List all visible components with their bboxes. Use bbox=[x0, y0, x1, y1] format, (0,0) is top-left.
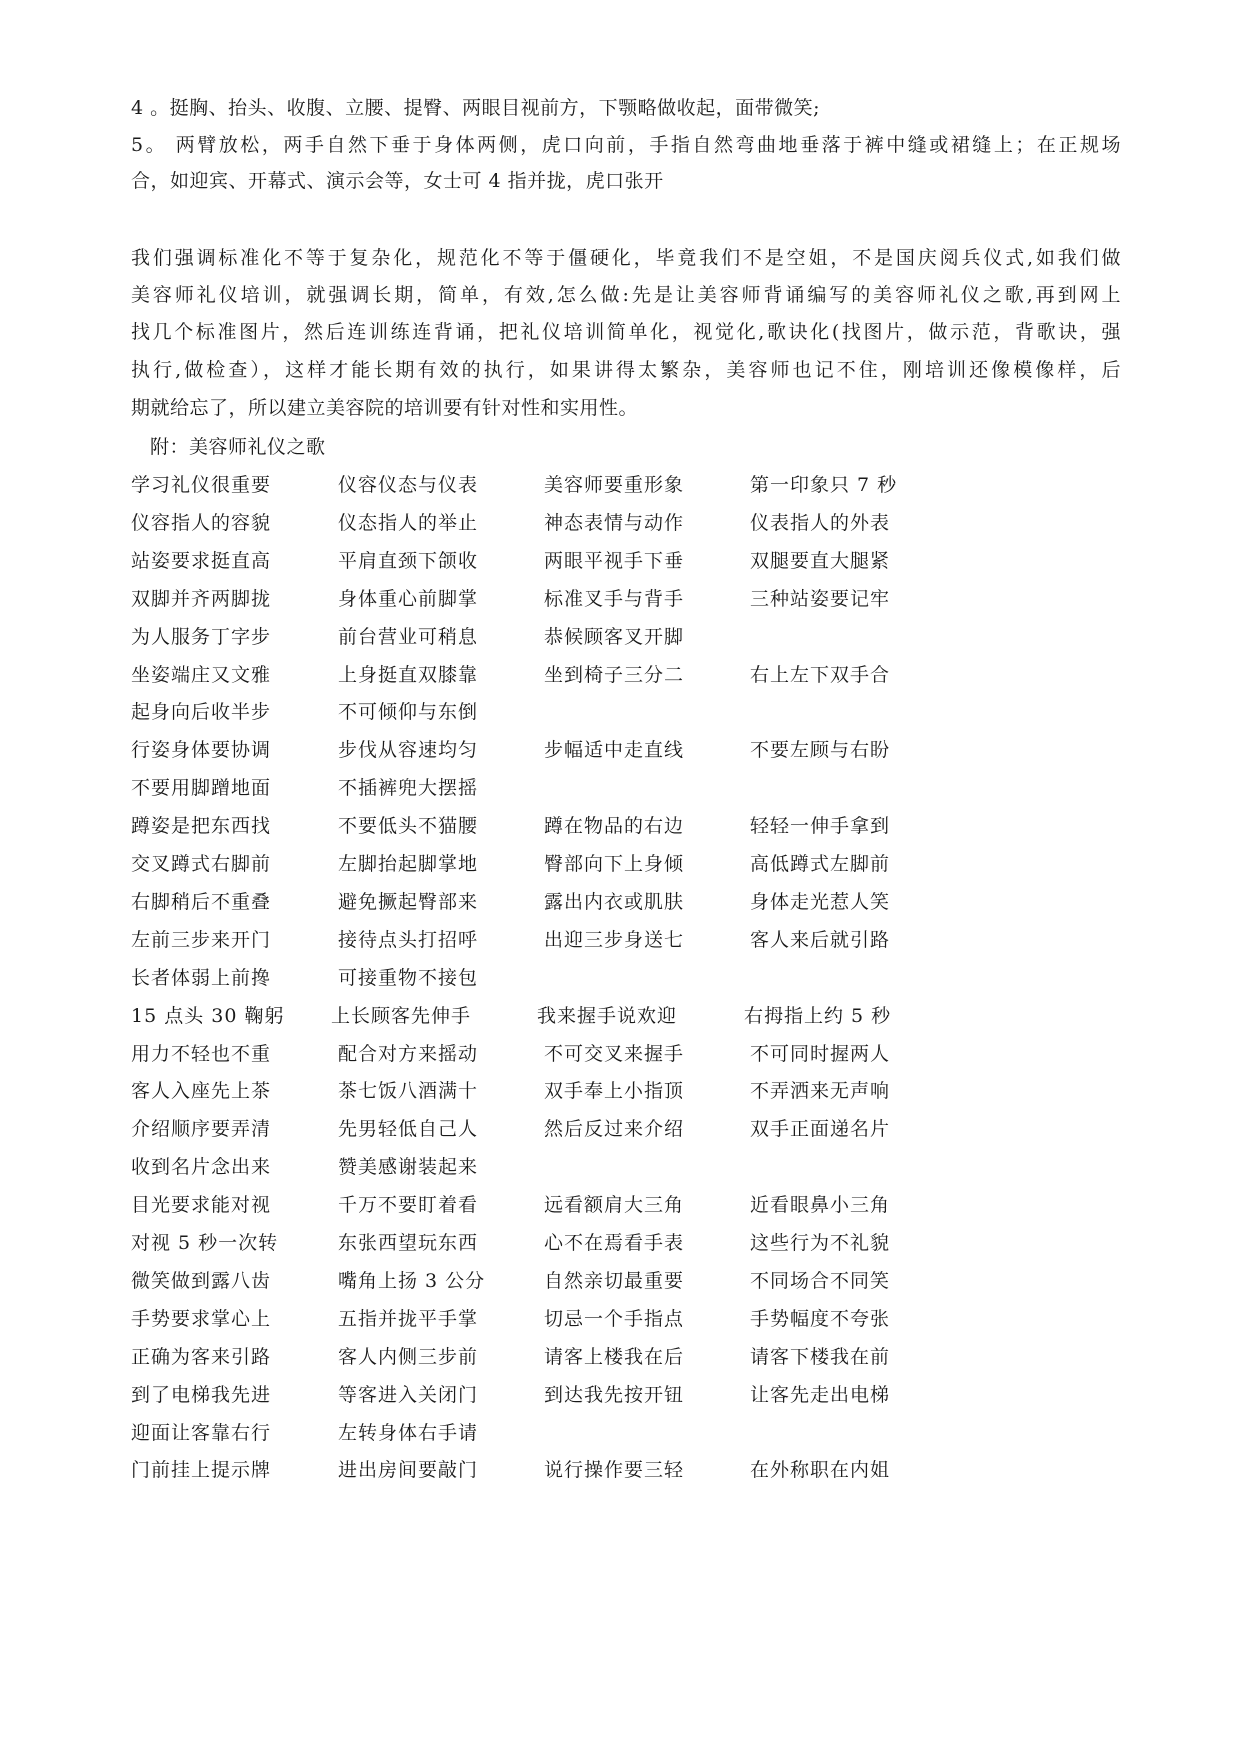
song-verse: 蹲姿是把东西找 bbox=[131, 815, 272, 838]
song-verse: 轻轻一伸手拿到 bbox=[750, 815, 891, 838]
song-verse: 出迎三步身送七 bbox=[544, 928, 685, 951]
song-row bbox=[131, 1228, 1131, 1258]
song-row bbox=[131, 1190, 1131, 1220]
song-verse: 美容师要重形象 bbox=[544, 474, 685, 496]
song-verse: 不可同时握两人 bbox=[750, 1042, 891, 1065]
paragraph-line: 期就给忘了，所以建立美容院的培训要有针对性和实用性。 bbox=[131, 397, 639, 419]
song-verse: 三种站姿要记牢 bbox=[750, 587, 891, 610]
song-verse: 15 点头 30 鞠躬 bbox=[131, 1004, 285, 1027]
song-verse: 茶七饭八酒满十 bbox=[338, 1080, 479, 1103]
song-verse: 长者体弱上前搀 bbox=[131, 966, 272, 989]
list-item-4: 4 。挺胸、抬头、收腹、立腰、提臀、两眼目视前方，下颚略做收起，面带微笑; bbox=[131, 97, 821, 119]
song-verse: 不要用脚蹭地面 bbox=[131, 777, 272, 800]
song-verse: 进出房间要敲门 bbox=[338, 1459, 479, 1482]
song-verse: 标准叉手与背手 bbox=[544, 587, 685, 610]
song-verse: 起身向后收半步 bbox=[131, 701, 272, 724]
song-row bbox=[131, 508, 1131, 538]
song-verse: 步伐从容速均匀 bbox=[338, 739, 479, 762]
song-verse: 客人内侧三步前 bbox=[338, 1345, 479, 1368]
song-verse: 左转身体右手请 bbox=[338, 1421, 479, 1444]
song-verse: 到了电梯我先进 bbox=[131, 1383, 272, 1406]
song-row bbox=[131, 849, 1131, 879]
song-verse: 恭候顾客叉开脚 bbox=[544, 625, 685, 648]
song-verse: 手势要求掌心上 bbox=[131, 1307, 272, 1330]
song-row bbox=[131, 470, 1131, 500]
song-row bbox=[131, 1455, 1131, 1485]
song-verse: 客人入座先上茶 bbox=[131, 1080, 272, 1103]
song-verse: 先男轻低自己人 bbox=[338, 1118, 479, 1141]
paragraph-line: 找几个标准图片，然后连训练连背诵，把礼仪培训简单化，视觉化,歌诀化(找图片，做示范，背歌诀，强 bbox=[131, 321, 1121, 343]
song-verse: 接待点头打招呼 bbox=[338, 928, 479, 951]
song-verse: 不插裤兜大摆摇 bbox=[338, 777, 479, 800]
song-verse: 双脚并齐两脚拢 bbox=[131, 587, 272, 610]
song-verse: 神态表情与动作 bbox=[544, 511, 685, 534]
song-verse: 正确为客来引路 bbox=[131, 1345, 272, 1368]
song-verse: 这些行为不礼貌 bbox=[750, 1232, 891, 1254]
song-verse: 避免撅起臀部来 bbox=[338, 890, 479, 913]
song-row bbox=[131, 925, 1131, 955]
song-verse: 前台营业可稍息 bbox=[338, 625, 479, 648]
song-verse: 上长顾客先伸手 bbox=[331, 1004, 472, 1027]
song-verse: 右拇指上约 5 秒 bbox=[744, 1004, 892, 1027]
song-verse: 臀部向下上身倾 bbox=[544, 853, 685, 875]
song-verse: 心不在焉看手表 bbox=[544, 1232, 685, 1254]
song-verse: 客人来后就引路 bbox=[750, 928, 891, 951]
song-verse: 仪表指人的外表 bbox=[750, 511, 891, 534]
song-verse: 右上左下双手合 bbox=[750, 663, 891, 686]
song-verse: 第一印象只 7 秒 bbox=[750, 474, 898, 496]
song-row bbox=[131, 1304, 1131, 1334]
paragraph-line: 我们强调标准化不等于复杂化，规范化不等于僵硬化，毕竟我们不是空姐，不是国庆阅兵仪式,如我们做 bbox=[131, 247, 1121, 269]
song-verse: 左脚抬起脚掌地 bbox=[338, 853, 479, 875]
song-row bbox=[131, 735, 1131, 765]
song-verse: 收到名片念出来 bbox=[131, 1156, 272, 1179]
song-verse: 千万不要盯着看 bbox=[338, 1194, 479, 1217]
song-verse: 迎面让客靠右行 bbox=[131, 1421, 272, 1444]
song-verse: 到达我先按开钮 bbox=[544, 1383, 685, 1406]
song-row bbox=[131, 1039, 1131, 1069]
song-row bbox=[131, 1342, 1131, 1372]
song-verse: 步幅适中走直线 bbox=[544, 739, 685, 762]
song-verse: 远看额肩大三角 bbox=[544, 1194, 685, 1217]
song-verse: 等客进入关闭门 bbox=[338, 1383, 479, 1406]
song-verse: 交叉蹲式右脚前 bbox=[131, 853, 272, 875]
song-verse: 不要左顾与右盼 bbox=[750, 739, 891, 762]
song-row bbox=[131, 584, 1131, 614]
song-verse: 对视 5 秒一次转 bbox=[131, 1232, 279, 1254]
song-verse: 不弄洒来无声响 bbox=[750, 1080, 891, 1103]
song-verse: 仪容指人的容貌 bbox=[131, 511, 272, 534]
song-verse: 上身挺直双膝靠 bbox=[338, 663, 479, 686]
song-verse: 左前三步来开门 bbox=[131, 928, 272, 951]
song-verse: 身体重心前脚掌 bbox=[338, 587, 479, 610]
song-verse: 说行操作要三轻 bbox=[544, 1459, 685, 1482]
song-verse: 请客上楼我在后 bbox=[544, 1345, 685, 1368]
song-verse: 可接重物不接包 bbox=[338, 966, 479, 989]
song-row bbox=[131, 887, 1131, 917]
song-verse: 五指并拢平手掌 bbox=[338, 1307, 479, 1330]
song-verse: 仪态指人的举止 bbox=[338, 511, 479, 534]
song-verse: 为人服务丁字步 bbox=[131, 625, 272, 648]
paragraph-line: 美容师礼仪培训，就强调长期，简单，有效,怎么做:先是让美容师背诵编写的美容师礼仪之歌,再到网上 bbox=[131, 284, 1121, 306]
song-row bbox=[131, 1114, 1131, 1144]
song-verse: 配合对方来摇动 bbox=[338, 1042, 479, 1065]
song-verse: 用力不轻也不重 bbox=[131, 1042, 272, 1065]
paragraph-line: 执行,做检查），这样才能长期有效的执行，如果讲得太繁杂，美容师也记不住，刚培训还像模像样，后 bbox=[131, 359, 1121, 381]
song-row bbox=[131, 622, 1131, 652]
song-row bbox=[131, 811, 1131, 841]
song-verse: 不可倾仰与东倒 bbox=[338, 701, 479, 724]
song-verse: 东张西望玩东西 bbox=[338, 1232, 479, 1254]
song-verse: 行姿身体要协调 bbox=[131, 739, 272, 762]
song-verse: 双手正面递名片 bbox=[750, 1118, 891, 1141]
song-row bbox=[131, 1380, 1131, 1410]
song-row bbox=[131, 773, 1131, 803]
song-row bbox=[131, 1152, 1131, 1182]
song-verse: 不可交叉来握手 bbox=[544, 1042, 685, 1065]
song-verse: 然后反过来介绍 bbox=[544, 1118, 685, 1141]
song-verse: 站姿要求挺直高 bbox=[131, 549, 272, 572]
song-verse: 蹲在物品的右边 bbox=[544, 815, 685, 838]
song-verse: 切忌一个手指点 bbox=[544, 1307, 685, 1330]
song-row bbox=[131, 1076, 1131, 1106]
song-verse: 嘴角上扬 3 公分 bbox=[338, 1269, 486, 1292]
song-verse: 目光要求能对视 bbox=[131, 1194, 272, 1217]
song-verse: 坐姿端庄又文雅 bbox=[131, 663, 272, 686]
song-verse: 不要低头不猫腰 bbox=[338, 815, 479, 838]
song-verse: 我来握手说欢迎 bbox=[537, 1004, 678, 1027]
list-item-5-line-2: 合，如迎宾、开幕式、演示会等，女士可 4 指并拢，虎口张开 bbox=[131, 170, 664, 192]
song-verse: 请客下楼我在前 bbox=[750, 1345, 891, 1368]
song-verse: 在外称职在内姐 bbox=[750, 1459, 891, 1482]
song-verse: 微笑做到露八齿 bbox=[131, 1269, 272, 1292]
song-verse: 学习礼仪很重要 bbox=[131, 474, 272, 496]
song-row bbox=[131, 1266, 1131, 1296]
song-row bbox=[131, 660, 1131, 690]
song-verse: 两眼平视手下垂 bbox=[544, 549, 685, 572]
list-item-5-line-1: 5。 两臂放松，两手自然下垂于身体两侧，虎口向前，手指自然弯曲地垂落于裤中缝或裙缝上；在正规场 bbox=[131, 134, 1121, 156]
appendix-title: 附：美容师礼仪之歌 bbox=[150, 436, 326, 458]
song-verse: 露出内衣或肌肤 bbox=[544, 890, 685, 913]
song-verse: 让客先走出电梯 bbox=[750, 1383, 891, 1406]
song-verse: 身体走光惹人笑 bbox=[750, 890, 891, 913]
song-verse: 双手奉上小指顶 bbox=[544, 1080, 685, 1103]
song-verse: 双腿要直大腿紧 bbox=[750, 549, 891, 572]
song-verse: 仪容仪态与仪表 bbox=[338, 474, 479, 496]
song-row bbox=[131, 1001, 1131, 1031]
song-verse: 介绍顺序要弄清 bbox=[131, 1118, 272, 1141]
song-verse: 平肩直颈下颌收 bbox=[338, 549, 479, 572]
song-row bbox=[131, 546, 1131, 576]
song-verse: 右脚稍后不重叠 bbox=[131, 890, 272, 913]
song-row bbox=[131, 697, 1131, 727]
song-verse: 近看眼鼻小三角 bbox=[750, 1194, 891, 1217]
song-verse: 手势幅度不夸张 bbox=[750, 1307, 891, 1330]
song-verse: 不同场合不同笑 bbox=[750, 1269, 891, 1292]
song-verse: 门前挂上提示牌 bbox=[131, 1459, 272, 1482]
song-verse: 坐到椅子三分二 bbox=[544, 663, 685, 686]
song-row bbox=[131, 963, 1131, 993]
song-verse: 自然亲切最重要 bbox=[544, 1269, 685, 1292]
song-verse: 高低蹲式左脚前 bbox=[750, 853, 891, 875]
song-row bbox=[131, 1418, 1131, 1448]
song-verse: 赞美感谢装起来 bbox=[338, 1156, 479, 1179]
